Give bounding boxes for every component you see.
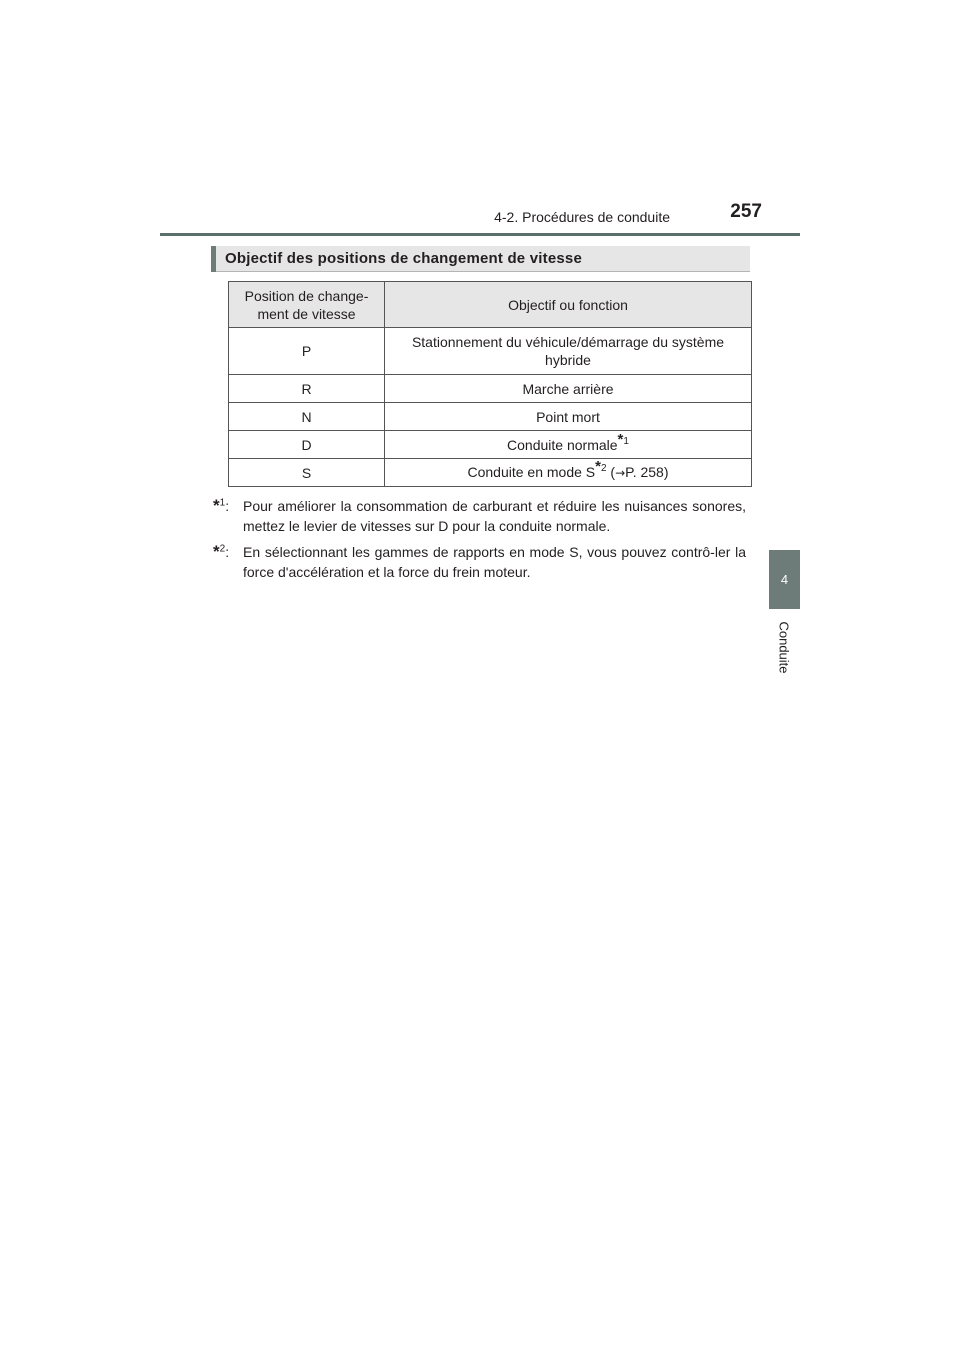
page-reference-open: (: [610, 464, 616, 480]
arrow-right-icon: →: [615, 466, 626, 480]
footnote-star: *: [213, 542, 220, 561]
column-header-position-line1: Position de change-: [244, 287, 369, 304]
cell-position: P: [229, 328, 385, 375]
chapter-number: 4: [780, 572, 789, 587]
cell-position: S: [229, 459, 385, 487]
cell-function: [385, 328, 752, 375]
footnote-2: [213, 542, 746, 582]
cell-function: Point mort: [385, 403, 752, 431]
footnote-star: *: [617, 430, 624, 448]
footnote-2-marker: [213, 542, 229, 562]
footnote-ref-2: [595, 458, 607, 476]
footnote-star: *: [213, 496, 220, 515]
footnote-separator: :: [225, 498, 230, 514]
cell-function: [385, 459, 752, 487]
footnote-2-text: En sélectionnant les gammes de rapports en mode S, vous pouvez contrô-ler la force d'accélération et la force du frein moteur.: [243, 544, 746, 580]
column-header-position-line2: ment de vitesse: [257, 305, 356, 322]
header-divider: [160, 233, 800, 236]
column-header-position: [229, 282, 385, 328]
cell-function-text: Conduite normale: [507, 436, 618, 453]
footnote-ref-1: [617, 430, 629, 448]
footnote-number: 1: [219, 497, 226, 509]
footnote-1-text: Pour améliorer la consommation de carburant et réduire les nuisances sonores, mettez le levier de vitesses sur D pour la conduite normale.: [243, 498, 746, 534]
table-row: [229, 375, 752, 403]
cell-function-line2: hybride: [545, 352, 591, 368]
cell-position: R: [229, 375, 385, 403]
chapter-number-tab: [769, 550, 800, 609]
footnote-star: *: [595, 458, 601, 476]
table-row: [229, 403, 752, 431]
footnote-1: [213, 496, 746, 536]
section-heading-accent: [211, 246, 216, 272]
table-header-row: [229, 282, 752, 328]
cell-position: N: [229, 403, 385, 431]
cell-function: [385, 431, 752, 459]
running-header-title: 4-2. Procédures de conduite: [494, 209, 670, 225]
table-row: [229, 459, 752, 487]
page-number: 257: [730, 201, 762, 222]
footnote-separator: :: [225, 544, 230, 560]
chapter-label: Conduite: [777, 620, 793, 674]
section-heading-text: Objectif des positions de changement de vitesse: [225, 250, 582, 267]
footnote-number: 2: [600, 463, 607, 475]
table-row: [229, 431, 752, 459]
cell-function: Marche arrière: [385, 375, 752, 403]
cell-position: D: [229, 431, 385, 459]
table-row: [229, 328, 752, 375]
cell-function-line1: Stationnement du véhicule/démarrage du système: [411, 334, 725, 350]
page-reference: P. 258): [625, 464, 669, 480]
section-heading: [211, 246, 750, 272]
footnote-1-marker: [213, 496, 229, 516]
chapter-label-tab: [769, 612, 800, 682]
cell-function-text: Conduite en mode S: [467, 464, 596, 480]
shift-position-table: [228, 281, 752, 487]
column-header-function: Objectif ou fonction: [385, 282, 752, 328]
footnote-number: 1: [623, 435, 629, 447]
footnote-number: 2: [219, 543, 226, 555]
